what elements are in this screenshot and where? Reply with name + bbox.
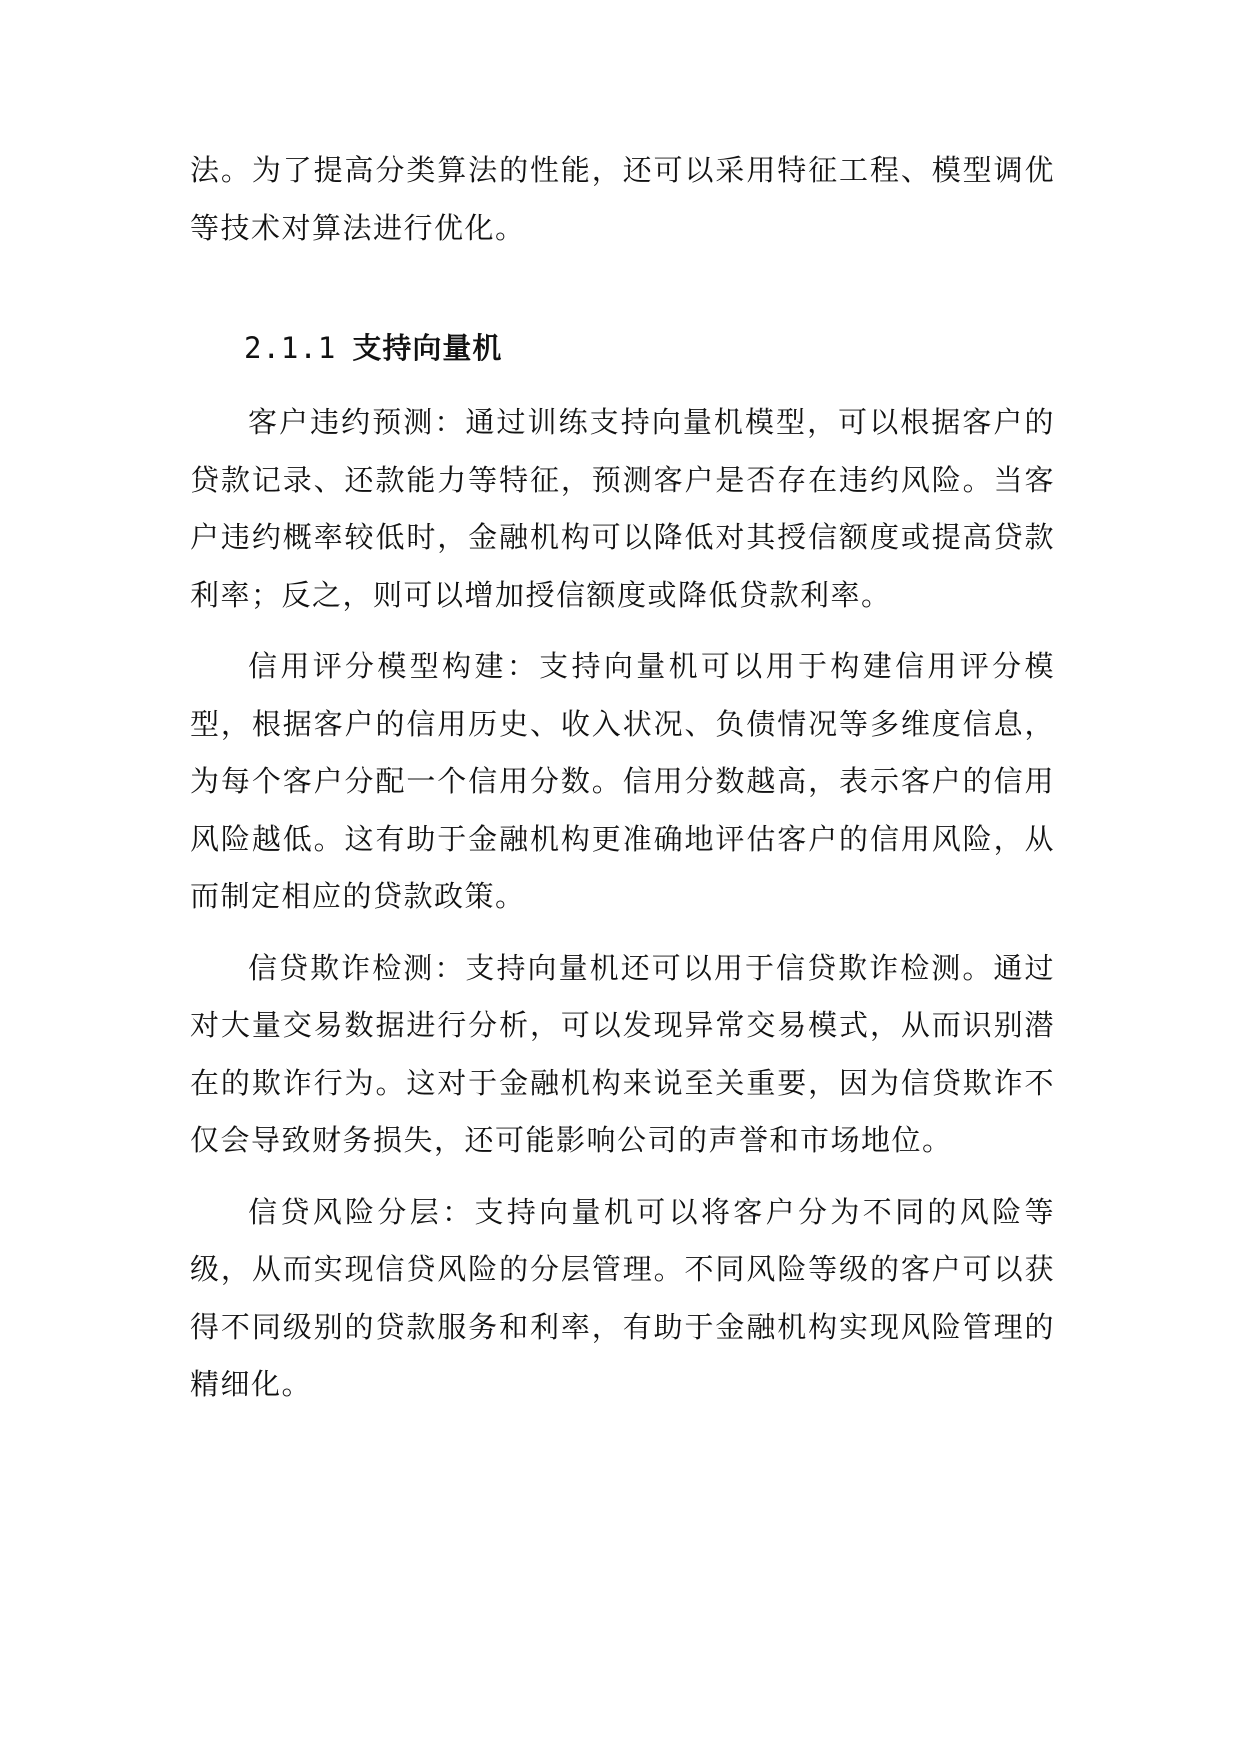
- document-body: [190, 142, 1055, 1428]
- section-number: 2.1.1: [244, 331, 337, 365]
- intro-paragraph: 法。为了提高分类算法的性能，还可以采用特征工程、模型调优等技术对算法进行优化。: [190, 153, 1055, 245]
- paragraph-fraud-detection: 信贷欺诈检测：支持向量机还可以用于信贷欺诈检测。通过对大量交易数据进行分析，可以发现异常交易模式，从而识别潜在的欺诈行为。这对于金融机构来说至关重要，因为信贷欺诈不仅会导致财务损失，还可能影响公司的声誉和市场地位。: [190, 950, 1055, 1157]
- paragraph-default-prediction: 客户违约预测：通过训练支持向量机模型，可以根据客户的贷款记录、还款能力等特征，预测客户是否存在违约风险。当客户违约概率较低时，金融机构可以降低对其授信额度或提高贷款利率；反之，则可以增加授信额度或降低贷款利率。: [190, 405, 1055, 612]
- section-heading: [190, 320, 1055, 377]
- section-title: 支持向量机: [352, 331, 503, 365]
- paragraph-risk-tiering: 信贷风险分层：支持向量机可以将客户分为不同的风险等级，从而实现信贷风险的分层管理。不同风险等级的客户可以获得不同级别的贷款服务和利率，有助于金融机构实现风险管理的精细化。: [190, 1194, 1055, 1401]
- paragraph-credit-scoring: 信用评分模型构建：支持向量机可以用于构建信用评分模型，根据客户的信用历史、收入状况、负债情况等多维度信息，为每个客户分配一个信用分数。信用分数越高，表示客户的信用风险越低。这有助于金融机构更准确地评估客户的信用风险，从而制定相应的贷款政策。: [190, 649, 1055, 913]
